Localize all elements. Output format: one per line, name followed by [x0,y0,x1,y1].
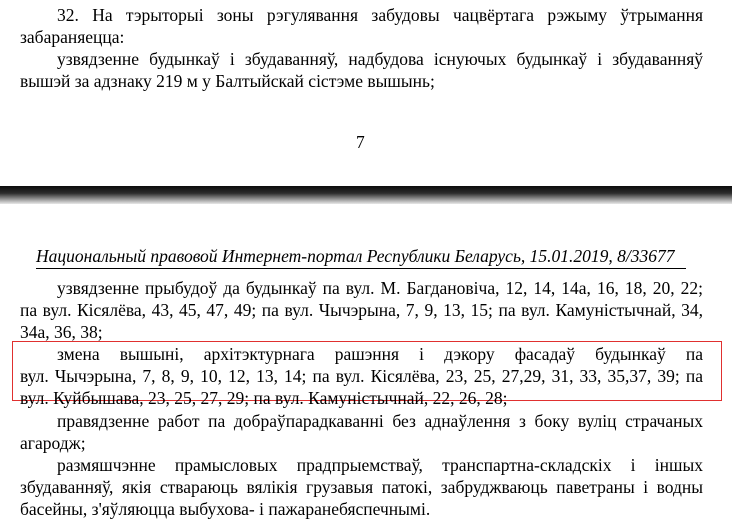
body-text-line: правядзенне работ па добраўпарадкаванні без аднаўлення з боку вуліц страчаных [57,411,703,431]
highlighted-text-line: вул. Куйбышава, 23, 25, 27, 29; па вул. Камуністычнай, 22, 26, 28; [20,388,508,408]
page-number: 7 [356,132,365,152]
page-break-divider [0,186,732,204]
portal-header: Национальный правовой Интернет-портал Республики Беларусь, 15.01.2019, 8/33677 [36,245,686,269]
body-text-line: 34а, 36, 38; [20,322,103,342]
highlighted-text-line: вул. Чычэрына, 7, 8, 9, 10, 12, 13, 14; па вул. Кісялёва, 23, 25, 27,29, 31, 33, 35,37, 39; па [20,366,703,386]
prohibition-text-line: узвядзенне будынкаў і збудаванняў, надбудова існуючых будынкаў і збудаванняў [57,49,703,69]
body-text-line: збудаванняў, якія ствараюць вялікія грузавыя патокі, забруджваюць паветраны і водны [20,477,703,497]
body-text-line: па вул. Кісялёва, 43, 45, 47, 49; па вул. Чычэрына, 7, 9, 13, 15; па вул. Камуністычнай, 34, [20,300,703,320]
paragraph-32-continuation: забараняецца: [20,27,125,47]
paragraph-32-heading-line: 32. На тэрыторыі зоны рэгулявання забудовы чацвёртага рэжыму ўтрымання [57,5,703,25]
body-text-line: размяшчэнне прамысловых прадпрыемстваў, транспартна-складскіх і іншых [57,455,703,475]
prohibition-text-line: вышэй за адзнаку 219 м у Балтыйскай сістэме вышынь; [20,71,435,91]
body-text-line: узвядзенне прыбудоў да будынкаў па вул. М. Багдановіча, 12, 14, 14а, 16, 18, 20, 22; [57,278,703,298]
highlighted-text-line: змена вышыні, архітэктурнага рашэння і дэкору фасадаў будынкаў па [57,344,703,364]
body-text-line: басейны, з'яўляюцца выбухова- і пажаранебяспечнымі. [20,499,431,519]
body-text-line: агародж; [20,433,86,453]
